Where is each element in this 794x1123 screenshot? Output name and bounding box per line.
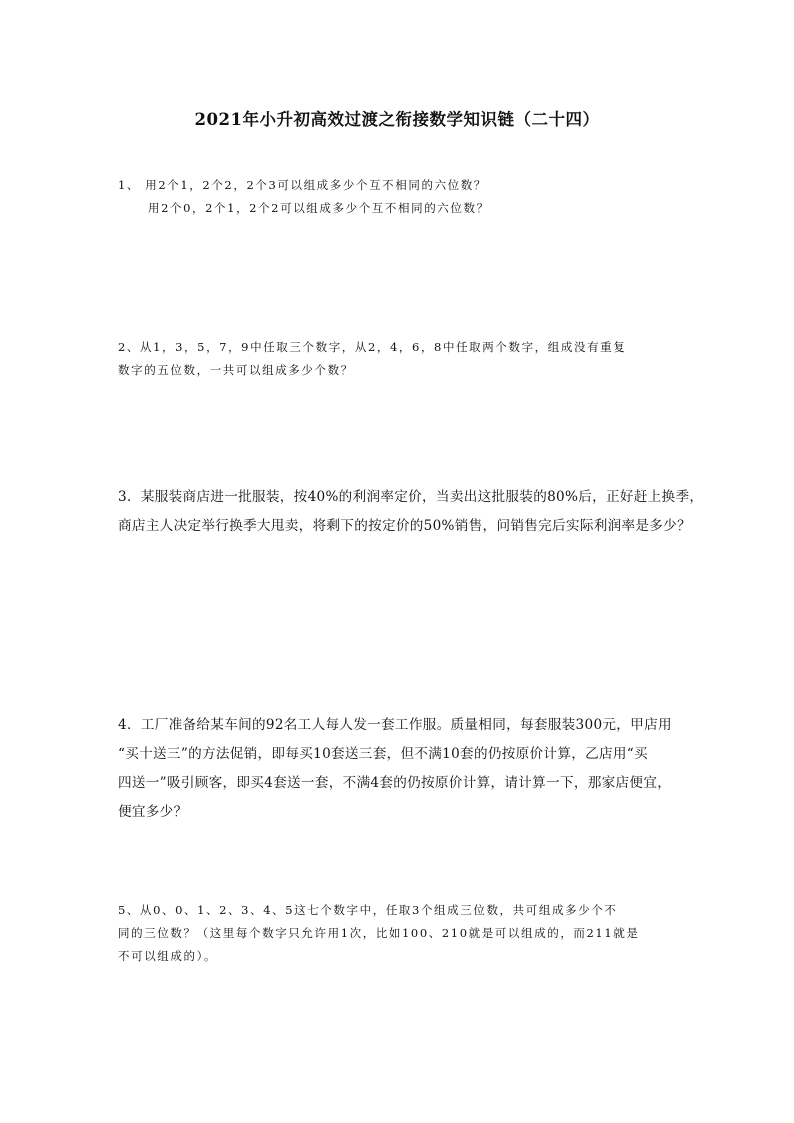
question-4-line-3: 四送一”吸引顾客，即买4套送一套，不满4套的仍按原价计算，请计算一下，那家店便宜， (118, 775, 672, 791)
question-5-line-3: 不可以组成的）。 (118, 949, 218, 963)
question-2 (118, 336, 680, 382)
question-2-line-2: 数字的五位数，一共可以组成多少个数？ (118, 363, 354, 377)
question-4-line-4: 便宜多少？ (118, 804, 188, 820)
question-4-line-2: “买十送三”的方法促销，即每买10套送三套，但不满10套的仍按原价计算，乙店用“买 (118, 746, 648, 762)
question-5 (118, 899, 680, 968)
question-3-line-1: 3．某服装商店进一批服装，按40%的利润率定价，当卖出这批服装的80%后，正好赶上换季， (118, 489, 704, 505)
question-5-line-1: 5、从0、0、1、2、3、4、5这七个数字中，任取3个组成三位数，共可组成多少个不 (118, 903, 618, 917)
question-2-line-1: 2、从1，3，5，7，9中任取三个数字，从2，4，6，8中任取两个数字，组成没有重复 (118, 340, 627, 354)
question-3-line-2: 商店主人决定举行换季大甩卖，将剩下的按定价的50%销售，问销售完后实际利润率是多少？ (118, 518, 691, 534)
question-4 (118, 711, 680, 827)
question-3 (118, 483, 704, 541)
question-1-line-1: 1、 用2个1，2个2，2个3可以组成多少个互不相同的六位数？ (118, 178, 487, 192)
question-4-line-1: 4．工厂准备给某车间的92名工人每人发一套工作服。质量相同，每套服装300元，甲店用 (118, 717, 672, 733)
question-1-line-2: 用2个0，2个1，2个2可以组成多少个互不相同的六位数？ (148, 201, 490, 215)
question-5-line-2: 同的三位数？（这里每个数字只允许用1次，比如100、210就是可以组成的，而211就是 (118, 926, 640, 940)
document-title: 2021年小升初高效过渡之衔接数学知识链（二十四） (194, 110, 600, 129)
question-1 (118, 174, 680, 220)
